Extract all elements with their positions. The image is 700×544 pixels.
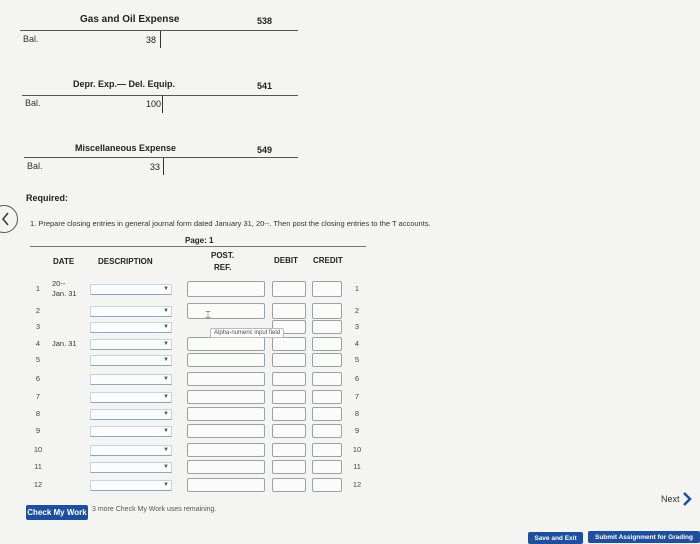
header-post: POST. bbox=[211, 251, 235, 260]
account-number: 541 bbox=[257, 81, 273, 91]
post-ref-input[interactable] bbox=[187, 478, 265, 492]
credit-input[interactable] bbox=[312, 303, 342, 319]
row-number: 10 bbox=[33, 445, 43, 454]
post-ref-input[interactable] bbox=[187, 303, 265, 319]
check-remaining-text: 3 more Check My Work uses remaining. bbox=[92, 506, 217, 513]
next-chevron-icon[interactable] bbox=[681, 491, 693, 512]
post-ref-input[interactable] bbox=[187, 353, 265, 367]
account-title: Gas and Oil Expense bbox=[80, 14, 180, 25]
t-account-divider bbox=[163, 158, 164, 175]
post-ref-input[interactable] bbox=[187, 281, 265, 297]
header-ref: REF. bbox=[214, 263, 232, 272]
row-number: 5 bbox=[35, 355, 41, 364]
credit-input[interactable] bbox=[312, 460, 342, 474]
balance-label: Bal. bbox=[23, 34, 39, 44]
dropdown-arrow-icon: ▼ bbox=[163, 308, 169, 314]
row-date: Jan. 31 bbox=[52, 339, 77, 348]
description-dropdown[interactable] bbox=[90, 480, 172, 491]
row-number-right: 12 bbox=[352, 480, 362, 489]
credit-input[interactable] bbox=[312, 443, 342, 457]
debit-input[interactable] bbox=[272, 303, 306, 319]
row-number-right: 10 bbox=[352, 445, 362, 454]
next-label[interactable]: Next bbox=[661, 494, 680, 504]
description-dropdown[interactable] bbox=[90, 392, 172, 403]
post-ref-input[interactable] bbox=[187, 390, 265, 404]
dropdown-arrow-icon: ▼ bbox=[163, 411, 169, 417]
dropdown-arrow-icon: ▼ bbox=[163, 376, 169, 382]
dropdown-arrow-icon: ▼ bbox=[163, 324, 169, 330]
debit-input[interactable] bbox=[272, 353, 306, 367]
description-dropdown[interactable] bbox=[90, 409, 172, 420]
credit-input[interactable] bbox=[312, 478, 342, 492]
debit-input[interactable] bbox=[272, 337, 306, 351]
row-date-month: Jan. 31 bbox=[52, 289, 77, 298]
account-number: 538 bbox=[257, 16, 273, 26]
post-ref-input[interactable] bbox=[187, 407, 265, 421]
row-number: 9 bbox=[35, 426, 41, 435]
balance-label: Bal. bbox=[27, 161, 43, 171]
row-number-right: 4 bbox=[354, 339, 360, 348]
t-account-rule bbox=[24, 157, 298, 158]
balance-label: Bal. bbox=[25, 98, 41, 108]
previous-chevron-icon[interactable] bbox=[0, 205, 18, 233]
post-ref-input[interactable] bbox=[187, 424, 265, 438]
row-number-right: 2 bbox=[354, 306, 360, 315]
row-date: 20-- bbox=[52, 279, 66, 288]
description-dropdown[interactable] bbox=[90, 322, 172, 333]
debit-input[interactable] bbox=[272, 407, 306, 421]
page-label: Page: 1 bbox=[185, 236, 214, 245]
debit-input[interactable] bbox=[272, 460, 306, 474]
row-number: 6 bbox=[35, 374, 41, 383]
balance-value: 38 bbox=[145, 35, 156, 45]
row-number-right: 5 bbox=[354, 355, 360, 364]
description-dropdown[interactable] bbox=[90, 284, 172, 295]
row-number-right: 1 bbox=[354, 284, 360, 293]
description-dropdown[interactable] bbox=[90, 306, 172, 317]
check-my-work-button[interactable]: Check My Work bbox=[26, 505, 88, 520]
row-number-right: 9 bbox=[354, 426, 360, 435]
row-number: 2 bbox=[35, 306, 41, 315]
description-dropdown[interactable] bbox=[90, 339, 172, 350]
description-dropdown[interactable] bbox=[90, 426, 172, 437]
debit-input[interactable] bbox=[272, 390, 306, 404]
post-ref-input[interactable] bbox=[187, 372, 265, 386]
debit-input[interactable] bbox=[272, 372, 306, 386]
row-number: 1 bbox=[35, 284, 41, 293]
debit-input[interactable] bbox=[272, 478, 306, 492]
row-number-right: 3 bbox=[354, 322, 360, 331]
header-date: DATE bbox=[53, 257, 75, 266]
dropdown-arrow-icon: ▼ bbox=[163, 286, 169, 292]
debit-input[interactable] bbox=[272, 443, 306, 457]
dropdown-arrow-icon: ▼ bbox=[163, 394, 169, 400]
input-tooltip: Alpha-numeric input field bbox=[210, 328, 284, 338]
post-ref-input[interactable] bbox=[187, 337, 265, 351]
t-account-rule bbox=[20, 30, 298, 31]
row-number-right: 6 bbox=[354, 374, 360, 383]
header-credit: CREDIT bbox=[313, 256, 343, 265]
row-number-right: 11 bbox=[353, 462, 361, 471]
row-number-right: 7 bbox=[354, 392, 360, 401]
description-dropdown[interactable] bbox=[90, 462, 172, 473]
t-account-rule bbox=[22, 95, 298, 96]
submit-assignment-button[interactable]: Submit Assignment for Grading bbox=[588, 531, 700, 543]
header-description: DESCRIPTION bbox=[98, 257, 153, 266]
row-number: 12 bbox=[33, 480, 43, 489]
credit-input[interactable] bbox=[312, 372, 342, 386]
t-account-divider bbox=[160, 31, 161, 48]
balance-value: 33 bbox=[149, 162, 160, 172]
save-and-exit-button[interactable]: Save and Exit bbox=[528, 532, 583, 544]
row-number: 11 bbox=[34, 462, 42, 471]
credit-input[interactable] bbox=[312, 320, 342, 334]
credit-input[interactable] bbox=[312, 390, 342, 404]
instruction-text: 1. Prepare closing entries in general journal form dated January 31, 20--. Then post the closing entries to the T accounts. bbox=[30, 219, 431, 228]
description-dropdown[interactable] bbox=[90, 355, 172, 366]
balance-value: 100 bbox=[145, 99, 161, 109]
post-ref-input[interactable] bbox=[187, 443, 265, 457]
row-number: 3 bbox=[35, 322, 41, 331]
journal-top-rule bbox=[30, 246, 366, 247]
credit-input[interactable] bbox=[312, 281, 342, 297]
account-title: Miscellaneous Expense bbox=[75, 143, 177, 153]
dropdown-arrow-icon: ▼ bbox=[163, 482, 169, 488]
description-dropdown[interactable] bbox=[90, 374, 172, 385]
header-debit: DEBIT bbox=[274, 256, 298, 265]
debit-input[interactable] bbox=[272, 424, 306, 438]
required-heading: Required: bbox=[26, 193, 69, 203]
credit-input[interactable] bbox=[312, 353, 342, 367]
row-number: 7 bbox=[35, 392, 41, 401]
credit-input[interactable] bbox=[312, 337, 342, 351]
dropdown-arrow-icon: ▼ bbox=[163, 428, 169, 434]
account-number: 549 bbox=[257, 145, 273, 155]
post-ref-input[interactable] bbox=[187, 460, 265, 474]
credit-input[interactable] bbox=[312, 407, 342, 421]
row-number-right: 8 bbox=[354, 409, 360, 418]
description-dropdown[interactable] bbox=[90, 445, 172, 456]
dropdown-arrow-icon: ▼ bbox=[163, 341, 169, 347]
account-title: Depr. Exp.— Del. Equip. bbox=[73, 79, 176, 89]
t-account-divider bbox=[162, 96, 163, 113]
text-cursor-icon: ⌶ bbox=[205, 310, 211, 321]
dropdown-arrow-icon: ▼ bbox=[163, 357, 169, 363]
credit-input[interactable] bbox=[312, 424, 342, 438]
dropdown-arrow-icon: ▼ bbox=[163, 464, 169, 470]
row-number: 8 bbox=[35, 409, 41, 418]
row-number: 4 bbox=[35, 339, 41, 348]
debit-input[interactable] bbox=[272, 281, 306, 297]
dropdown-arrow-icon: ▼ bbox=[163, 447, 169, 453]
